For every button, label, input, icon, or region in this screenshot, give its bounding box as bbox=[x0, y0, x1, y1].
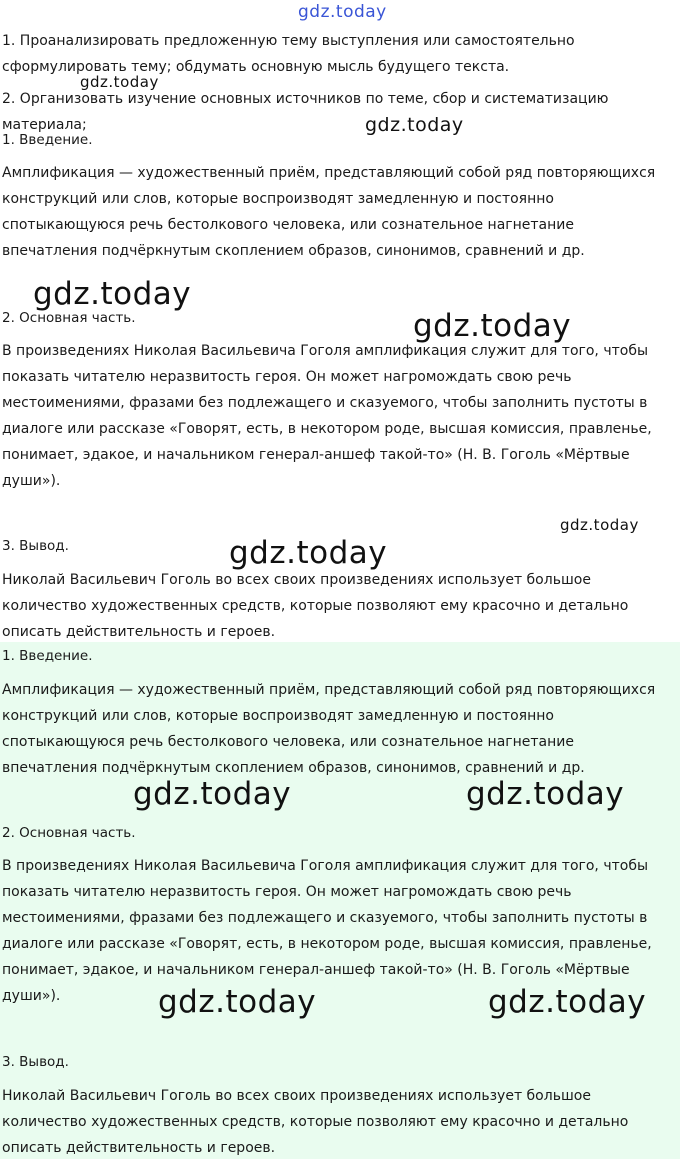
text-line: местоимениями, фразами без подлежащего и сказуемого, чтобы заполнить пустоты в bbox=[2, 395, 648, 411]
watermark-logo: gdz.today bbox=[365, 114, 464, 136]
text-line: 2. Организовать изучение основных источников по теме, сбор и систематизацию bbox=[2, 91, 609, 107]
section-heading-introduction: 1. Введение. bbox=[2, 648, 93, 664]
watermark-logo: gdz.today bbox=[488, 984, 647, 1020]
text-line: души»). bbox=[2, 988, 61, 1004]
section-heading-main-part: 2. Основная часть. bbox=[2, 310, 136, 326]
text-line: описать действительность и героев. bbox=[2, 624, 276, 640]
text-line: понимает, эдакое, и начальником генерал-аншеф такой-то» (Н. В. Гоголь «Мёртвые bbox=[2, 962, 630, 978]
text-line: впечатления подчёркнутым скоплением образов, синонимов, сравнений и др. bbox=[2, 760, 585, 776]
text-line: Николай Васильевич Гоголь во всех своих произведениях использует большое bbox=[2, 1088, 591, 1104]
watermark-logo: gdz.today bbox=[298, 2, 387, 22]
text-line: местоимениями, фразами без подлежащего и сказуемого, чтобы заполнить пустоты в bbox=[2, 910, 648, 926]
watermark-logo: gdz.today bbox=[80, 73, 159, 91]
text-line: понимает, эдакое, и начальником генерал-аншеф такой-то» (Н. В. Гоголь «Мёртвые bbox=[2, 447, 630, 463]
conclusion-paragraph bbox=[2, 1083, 678, 1161]
section-heading-conclusion: 3. Вывод. bbox=[2, 538, 69, 554]
text-line: Амплификация — художественный приём, представляющий собой ряд повторяющихся bbox=[2, 682, 656, 698]
section-heading-introduction: 1. Введение. bbox=[2, 132, 93, 148]
text-line: количество художественных средств, которые позволяют ему красочно и детально bbox=[2, 1114, 629, 1130]
text-line: показать читателю неразвитость героя. Он может нагромождать свою речь bbox=[2, 369, 572, 385]
text-line: спотыкающуюся речь бестолкового человека, или сознательное нагнетание bbox=[2, 734, 575, 750]
text-line: материала; bbox=[2, 117, 87, 133]
text-line: диалоге или рассказе «Говорят, есть, в некотором роде, высшая комиссия, правленье, bbox=[2, 936, 652, 952]
introduction-paragraph bbox=[2, 160, 678, 264]
text-line: впечатления подчёркнутым скоплением образов, синонимов, сравнений и др. bbox=[2, 243, 585, 259]
section-heading-main-part: 2. Основная часть. bbox=[2, 825, 136, 841]
text-line: конструкций или слов, которые воспроизводят замедленную и постоянно bbox=[2, 708, 554, 724]
introduction-paragraph bbox=[2, 677, 678, 781]
watermark-logo: gdz.today bbox=[158, 984, 317, 1020]
text-line: количество художественных средств, которые позволяют ему красочно и детально bbox=[2, 598, 629, 614]
watermark-logo: gdz.today bbox=[33, 276, 192, 312]
watermark-logo: gdz.today bbox=[466, 776, 625, 812]
watermark-logo: gdz.today bbox=[229, 535, 388, 571]
text-line: сформулировать тему; обдумать основную мысль будущего текста. bbox=[2, 59, 510, 75]
text-line: диалоге или рассказе «Говорят, есть, в некотором роде, высшая комиссия, правленье, bbox=[2, 421, 652, 437]
watermark-logo: gdz.today bbox=[133, 776, 292, 812]
text-line: В произведениях Николая Васильевича Гоголя амплификация служит для того, чтобы bbox=[2, 343, 649, 359]
text-line: Амплификация — художественный приём, представляющий собой ряд повторяющихся bbox=[2, 165, 656, 181]
conclusion-paragraph bbox=[2, 567, 678, 645]
text-line: спотыкающуюся речь бестолкового человека, или сознательное нагнетание bbox=[2, 217, 575, 233]
text-line: показать читателю неразвитость героя. Он может нагромождать свою речь bbox=[2, 884, 572, 900]
text-line: конструкций или слов, которые воспроизводят замедленную и постоянно bbox=[2, 191, 554, 207]
text-line: души»). bbox=[2, 473, 61, 489]
watermark-logo: gdz.today bbox=[560, 516, 639, 534]
text-line: 1. Проанализировать предложенную тему выступления или самостоятельно bbox=[2, 33, 575, 49]
text-line: описать действительность и героев. bbox=[2, 1140, 276, 1156]
text-line: В произведениях Николая Васильевича Гоголя амплификация служит для того, чтобы bbox=[2, 858, 649, 874]
section-heading-conclusion: 3. Вывод. bbox=[2, 1054, 69, 1070]
watermark-logo: gdz.today bbox=[413, 308, 572, 344]
text-line: Николай Васильевич Гоголь во всех своих произведениях использует большое bbox=[2, 572, 591, 588]
main-part-paragraph bbox=[2, 338, 678, 494]
